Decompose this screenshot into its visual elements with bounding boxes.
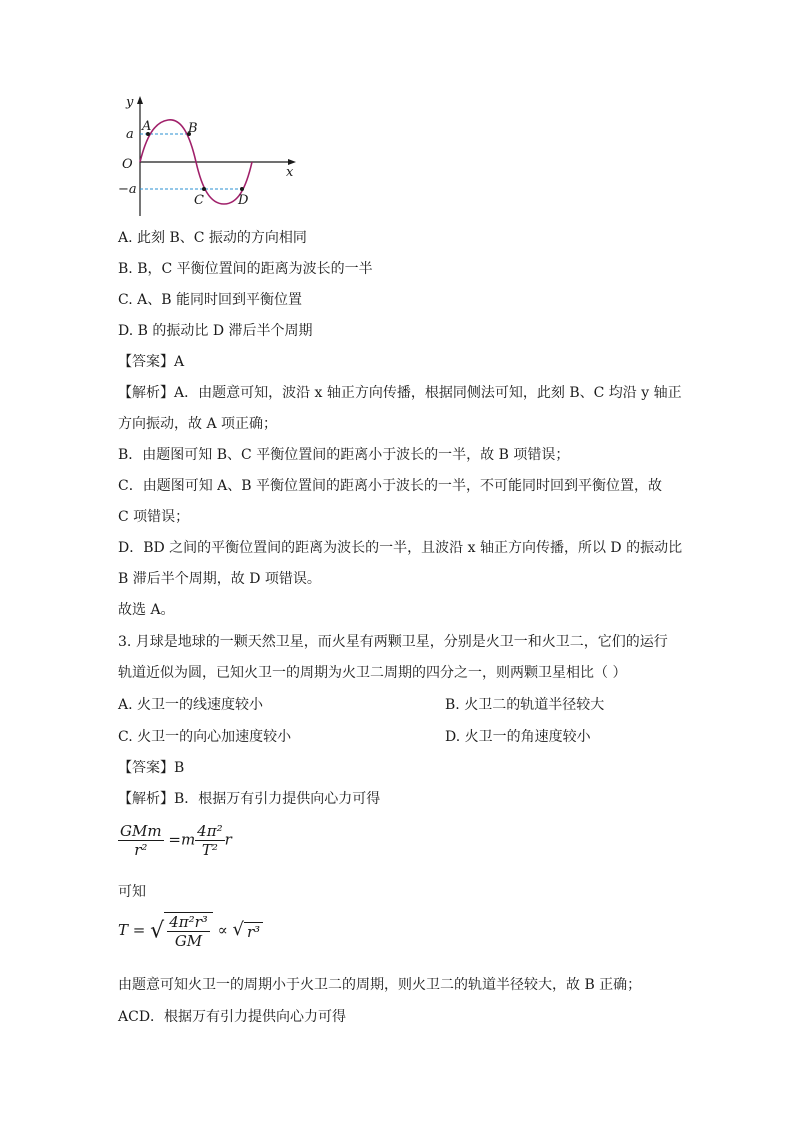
formula2-num: 4π²r³	[169, 913, 208, 931]
q3-stem-1: 3. 月球是地球的一颗天然卫星，而火星有两颗卫星，分别是火卫一和火卫二，它们的运行	[118, 634, 668, 650]
formula2-prop: ∝	[217, 921, 228, 939]
q3-option-c: C. 火卫一的向心加速度较小	[118, 729, 292, 745]
formula1-lhs-den: r²	[134, 841, 148, 859]
q2-option-a: A. 此刻 B、C 振动的方向相同	[118, 230, 307, 246]
q3-option-b: B. 火卫二的轨道半径较大	[445, 697, 605, 713]
formula1-lhs	[118, 822, 164, 859]
label-point-c: C	[194, 193, 204, 208]
q2-final: 故选 A。	[118, 602, 175, 618]
formula2-den: GM	[174, 932, 203, 950]
formula2-sqrt2-sign: √	[232, 919, 244, 940]
formula2-sqrt-sign: √	[150, 918, 165, 944]
formula-gravity	[118, 822, 232, 859]
label-point-a: A	[142, 119, 152, 134]
q3-stem-2: 轨道近似为圆，已知火卫一的周期为火卫二周期的四分之一，则两颗卫星相比（ ）	[118, 665, 627, 681]
q2-explanation-5: C 项错误；	[118, 509, 190, 525]
formula1-m: m	[180, 830, 196, 849]
q2-explanation-4: C．由题图可知 A、B 平衡位置间的距离小于波长的一半，不可能同时回到平衡位置，故	[118, 478, 663, 494]
q2-option-d: D. B 的振动比 D 滞后半个周期	[118, 323, 313, 339]
formula2-eq: =	[132, 921, 146, 939]
formula2-radicand2: r³	[244, 922, 263, 941]
label-y: y	[126, 95, 134, 110]
q2-option-b: B. B，C 平衡位置间的距离为波长的一半	[118, 261, 373, 277]
q3-answer: 【答案】B	[118, 760, 185, 776]
formula1-lhs-num: GMm	[120, 822, 162, 840]
formula1-rhs-num: 4π²	[197, 822, 223, 840]
q3-kezhi: 可知	[118, 884, 146, 900]
formula-period	[118, 912, 263, 950]
q3-explanation-3: ACD．根据万有引力提供向心力可得	[118, 1009, 347, 1025]
formula2-radicand	[164, 912, 213, 950]
label-origin: O	[122, 157, 133, 172]
q2-answer: 【答案】A	[118, 354, 185, 370]
q2-option-c: C. A、B 能同时回到平衡位置	[118, 292, 302, 308]
formula1-eq: =	[168, 830, 181, 849]
label-point-d: D	[238, 193, 249, 208]
point-c	[202, 187, 206, 191]
q3-option-a: A. 火卫一的线速度较小	[118, 697, 264, 713]
formula2-frac	[167, 913, 210, 950]
wave-figure	[112, 92, 312, 222]
formula1-r: r	[224, 830, 232, 849]
label-neg-a-tick: −a	[118, 182, 137, 197]
label-a-tick: a	[126, 127, 134, 142]
label-point-b: B	[188, 121, 198, 136]
q2-explanation-2: 方向振动，故 A 项正确；	[118, 416, 278, 432]
q2-explanation-6: D．BD 之间的平衡位置间的距离为波长的一半，且波沿 x 轴正方向传播，所以 D 的振动比	[118, 540, 683, 556]
q3-explanation-1: 【解析】B．根据万有引力提供向心力可得	[118, 791, 381, 807]
label-x: x	[286, 165, 294, 180]
q3-explanation-2: 由题意可知火卫一的周期小于火卫二的周期，则火卫二的轨道半径较大，故 B 正确；	[118, 977, 642, 993]
q3-option-d: D. 火卫一的角速度较小	[445, 729, 591, 745]
formula2-T: T	[118, 921, 129, 939]
q2-explanation-7: B 滞后半个周期，故 D 项错误。	[118, 571, 321, 587]
formula1-rhs	[195, 822, 224, 859]
formula1-rhs-den: T²	[201, 841, 218, 859]
y-axis-arrow	[137, 96, 143, 104]
q2-explanation-1: 【解析】A．由题意可知，波沿 x 轴正方向传播，根据同侧法可知，此刻 B、C 均沿 y 轴正	[118, 385, 682, 401]
q2-explanation-3: B．由题图可知 B、C 平衡位置间的距离小于波长的一半，故 B 项错误；	[118, 447, 570, 463]
point-d	[240, 187, 244, 191]
